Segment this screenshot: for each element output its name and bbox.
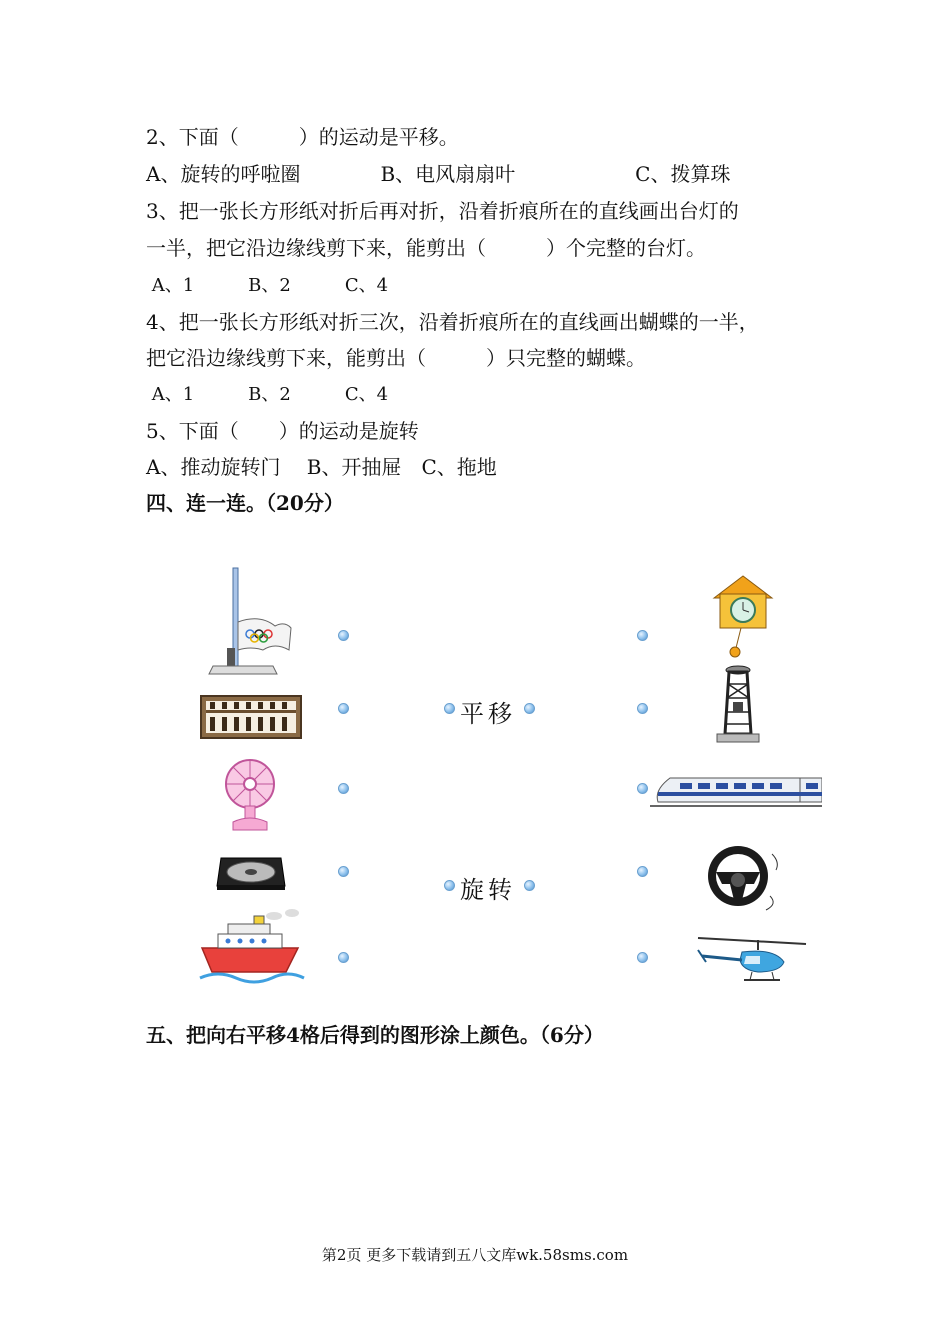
q2-stem: 2、下面（ ）的运动是平移。 [146,125,459,149]
helicopter-icon [694,930,810,986]
flagpole-icon [205,566,295,678]
abacus-icon [200,695,302,739]
tower-elevator-icon [715,664,761,744]
right-dot-5[interactable] [637,952,648,963]
translate-dot-left[interactable] [444,703,455,714]
q3-line1: 3、把一张长方形纸对折后再对折，沿着折痕所在的直线画出台灯的 [146,199,739,223]
q4-line1: 4、把一张长方形纸对折三次，沿着折痕所在的直线画出蝴蝶的一半， [146,310,759,334]
right-dot-3[interactable] [637,783,648,794]
ship-icon [198,908,306,988]
cd-player-icon [215,850,287,892]
section4-heading: 四、连一连。（20分） [146,491,344,515]
q2-options: A、旋转的呼啦圈 B、电风扇扇叶 C、拨算珠 [146,162,731,186]
right-dot-4[interactable] [637,866,648,877]
label-translate: 平移 [460,700,516,728]
section5-heading: 五、把向右平移4格后得到的图形涂上颜色。（6分） [146,1023,604,1047]
page-footer: 第2页 更多下载请到五八文库wk.58sms.com [321,1246,629,1264]
q3-options: A、1 B、2 C、4 [146,275,389,296]
rotate-dot-right[interactable] [524,880,535,891]
label-rotate: 旋转 [460,876,516,904]
translate-dot-right[interactable] [524,703,535,714]
left-dot-5[interactable] [338,952,349,963]
right-dot-1[interactable] [637,630,648,641]
left-dot-3[interactable] [338,783,349,794]
q4-line2: 把它沿边缘线剪下来，能剪出（ ）只完整的蝴蝶。 [146,346,646,370]
train-icon [650,774,822,810]
q3-line2: 一半，把它沿边缘线剪下来，能剪出（ ）个完整的台灯。 [146,236,706,260]
q4-options: A、1 B、2 C、4 [146,384,389,405]
q5-stem: 5、下面（ ）的运动是旋转 [146,419,419,443]
left-dot-2[interactable] [338,703,349,714]
steering-wheel-icon [700,840,786,914]
left-dot-1[interactable] [338,630,349,641]
desk-fan-icon [215,758,285,832]
q5-options: A、推动旋转门 B、开抽屉 C、拖地 [146,455,497,479]
rotate-dot-left[interactable] [444,880,455,891]
right-dot-2[interactable] [637,703,648,714]
left-dot-4[interactable] [338,866,349,877]
cuckoo-clock-icon [710,572,776,658]
